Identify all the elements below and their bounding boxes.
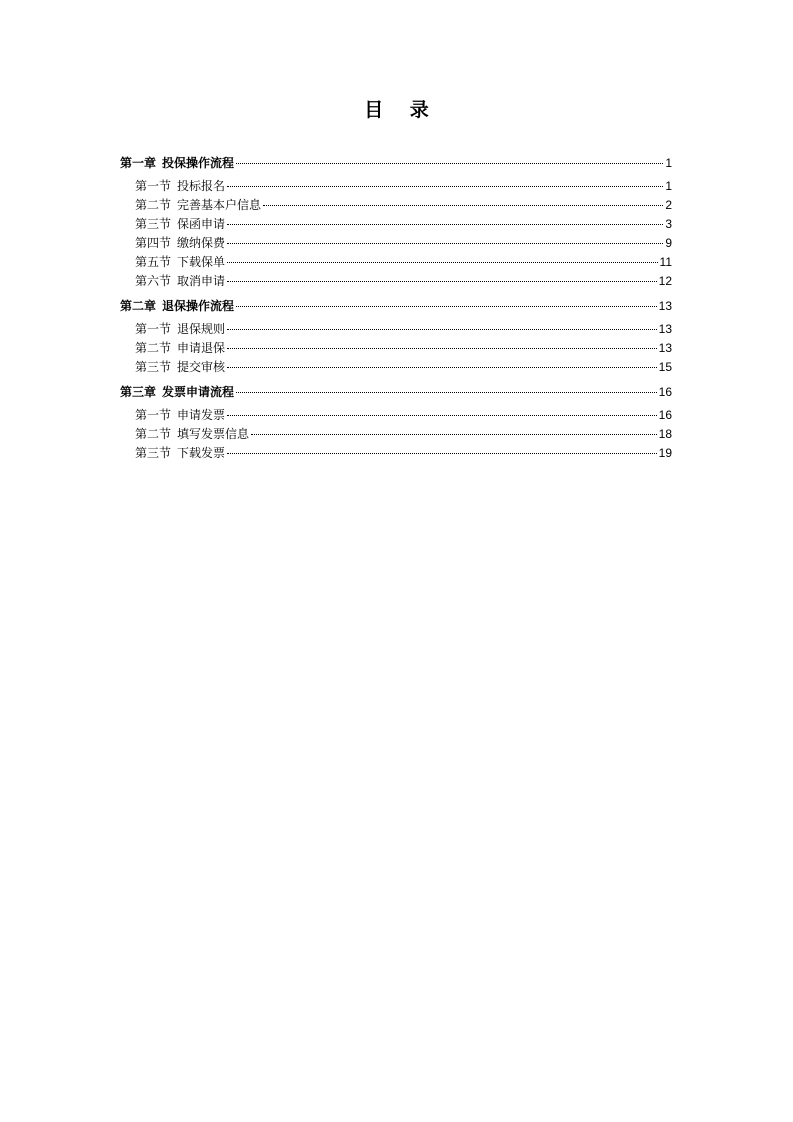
dot-leader xyxy=(227,186,663,187)
section-number: 第一节 xyxy=(135,322,172,336)
page-number: 13 xyxy=(658,322,672,336)
toc-section-entry[interactable] xyxy=(120,234,672,253)
dot-leader xyxy=(263,205,663,206)
section-number: 第二节 xyxy=(135,341,172,355)
toc-chapter-entry[interactable] xyxy=(120,383,672,402)
dot-leader xyxy=(251,434,657,435)
section-number: 第一节 xyxy=(135,408,172,422)
section-title: 填写发票信息 xyxy=(177,427,250,441)
section-title: 退保规则 xyxy=(177,322,226,336)
section-label xyxy=(135,215,225,234)
section-number: 第一节 xyxy=(135,179,172,193)
toc-section-entry[interactable] xyxy=(120,272,672,291)
toc-section-entry[interactable] xyxy=(120,215,672,234)
section-label xyxy=(135,196,261,215)
chapter-title: 发票申请流程 xyxy=(162,385,235,399)
chapter-title: 投保操作流程 xyxy=(162,156,235,170)
section-number: 第二节 xyxy=(135,427,172,441)
section-label xyxy=(135,272,225,291)
dot-leader xyxy=(236,306,657,307)
section-number: 第五节 xyxy=(135,255,172,269)
section-title: 提交审核 xyxy=(177,360,226,374)
section-number: 第四节 xyxy=(135,236,172,250)
toc-section-entry[interactable] xyxy=(120,339,672,358)
dot-leader xyxy=(227,415,657,416)
section-number: 第二节 xyxy=(135,198,172,212)
section-label xyxy=(135,253,225,272)
section-title: 缴纳保费 xyxy=(177,236,226,250)
toc-section-entry[interactable] xyxy=(120,253,672,272)
page-number: 19 xyxy=(658,446,672,460)
chapter-number: 第一章 xyxy=(120,156,157,170)
page-number: 16 xyxy=(658,385,672,399)
toc-section-entry[interactable] xyxy=(120,444,672,463)
chapter-title: 退保操作流程 xyxy=(162,299,235,313)
section-label xyxy=(135,234,225,253)
toc-chapter-1 xyxy=(120,154,672,291)
toc-section-entry[interactable] xyxy=(120,177,672,196)
section-label xyxy=(135,177,225,196)
section-title: 完善基本户信息 xyxy=(177,198,262,212)
section-title: 投标报名 xyxy=(177,179,226,193)
section-label xyxy=(135,444,225,463)
page-number: 13 xyxy=(658,299,672,313)
section-title: 取消申请 xyxy=(177,274,226,288)
dot-leader xyxy=(227,367,657,368)
page-number: 16 xyxy=(658,408,672,422)
section-title: 保函申请 xyxy=(177,217,226,231)
section-title: 申请退保 xyxy=(177,341,226,355)
page-number: 9 xyxy=(665,236,672,250)
chapter-number: 第三章 xyxy=(120,385,157,399)
section-number: 第三节 xyxy=(135,217,172,231)
page-number: 11 xyxy=(659,255,672,269)
section-label xyxy=(135,339,225,358)
chapter-label xyxy=(120,297,234,316)
dot-leader xyxy=(227,224,663,225)
section-label xyxy=(135,320,225,339)
section-label xyxy=(135,425,249,444)
dot-leader xyxy=(227,348,657,349)
toc-chapter-3 xyxy=(120,383,672,463)
dot-leader xyxy=(227,243,663,244)
page-number: 3 xyxy=(665,217,672,231)
toc-section-entry[interactable] xyxy=(120,406,672,425)
chapter-label xyxy=(120,383,234,402)
page-number: 18 xyxy=(658,427,672,441)
section-label xyxy=(135,358,225,377)
toc-section-entry[interactable] xyxy=(120,358,672,377)
toc-section-entry[interactable] xyxy=(120,196,672,215)
dot-leader xyxy=(227,329,657,330)
page-number: 1 xyxy=(665,179,672,193)
dot-leader xyxy=(227,453,657,454)
toc-chapter-2 xyxy=(120,297,672,377)
dot-leader xyxy=(227,262,658,263)
toc-section-entry[interactable] xyxy=(120,320,672,339)
table-of-contents xyxy=(120,154,672,469)
toc-chapter-entry[interactable] xyxy=(120,154,672,173)
page-title: 目 录 xyxy=(364,99,439,121)
chapter-label xyxy=(120,154,234,173)
section-number: 第六节 xyxy=(135,274,172,288)
page-number: 15 xyxy=(658,360,672,374)
section-title: 下载发票 xyxy=(177,446,226,460)
section-title: 申请发票 xyxy=(177,408,226,422)
page-number: 1 xyxy=(665,156,672,170)
page-number: 2 xyxy=(665,198,672,212)
section-number: 第三节 xyxy=(135,446,172,460)
page-number: 12 xyxy=(658,274,672,288)
toc-section-entry[interactable] xyxy=(120,425,672,444)
chapter-number: 第二章 xyxy=(120,299,157,313)
section-number: 第三节 xyxy=(135,360,172,374)
dot-leader xyxy=(227,281,657,282)
section-title: 下载保单 xyxy=(177,255,226,269)
toc-chapter-entry[interactable] xyxy=(120,297,672,316)
dot-leader xyxy=(236,163,663,164)
page-number: 13 xyxy=(658,341,672,355)
dot-leader xyxy=(236,392,657,393)
section-label xyxy=(135,406,225,425)
